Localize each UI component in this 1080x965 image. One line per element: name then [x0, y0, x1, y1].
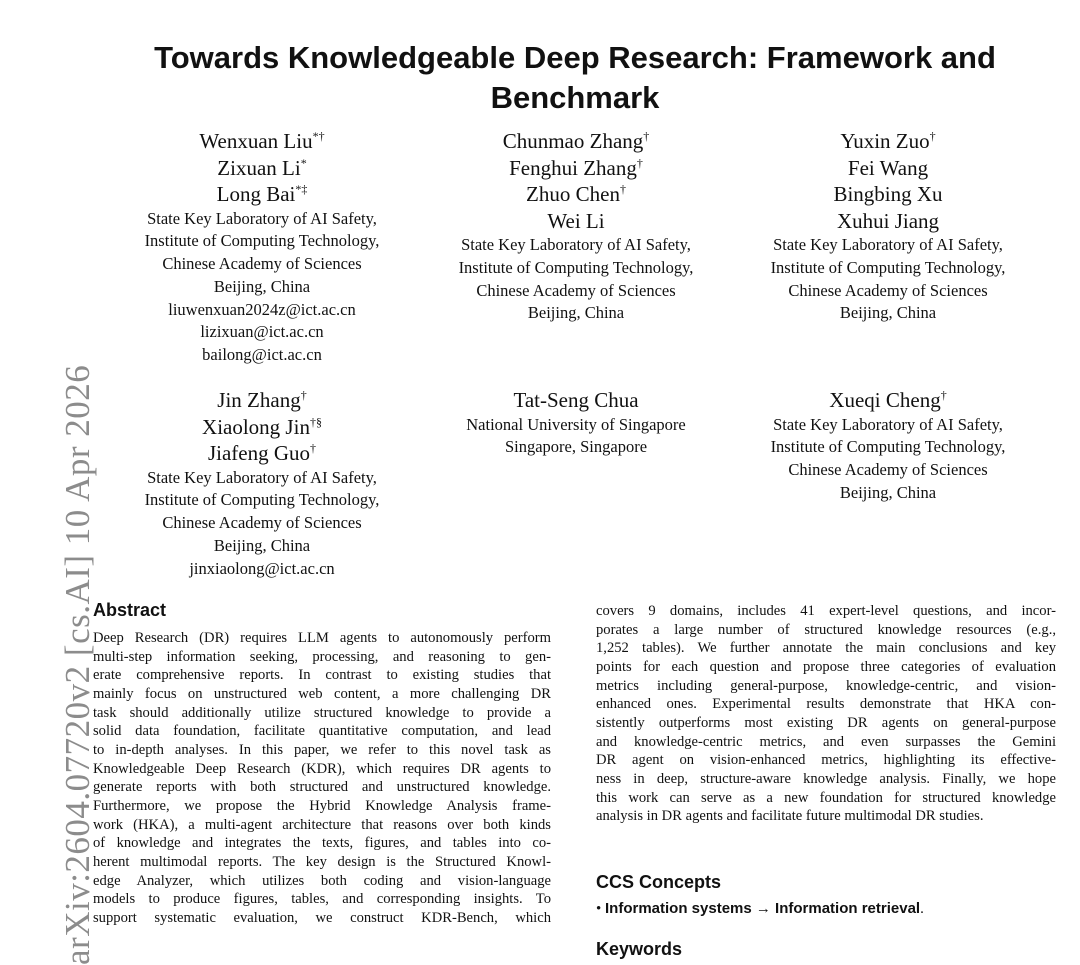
abstract-line: DR agent on vision-enhanced metrics, highlighting its effective-: [596, 752, 1056, 769]
author-group-2: [416, 128, 736, 325]
author-name-text: Wei Li: [547, 208, 605, 233]
author-name-text: Tat-Seng Chua: [513, 388, 639, 412]
abstract-line: 1,252 tables). We further annotate the main conclusions and key: [596, 640, 1056, 657]
abstract-line: solid data foundation, facilitate quantitative computation, and lead: [93, 723, 551, 740]
affiliation-line: Chinese Academy of Sciences: [162, 254, 362, 274]
affiliation-line: National University of Singapore: [466, 414, 686, 434]
abstract-column-right: [596, 602, 1056, 826]
affiliation-line: Beijing, China: [213, 276, 311, 296]
ccs-concept: Information systems → Information retrieval: [605, 900, 921, 917]
abstract-line: analysis in DR agents and facilitate future multimodal DR studies.: [596, 808, 984, 825]
author-name: [728, 387, 1048, 414]
author-affiliation-marks: †: [929, 129, 936, 143]
author-name-text: Chunmao Zhang: [502, 129, 644, 153]
abstract-line: edge Analyzer, which utilizes both coding and vision-language: [93, 872, 551, 889]
author-name-text: Yuxin Zuo: [840, 129, 930, 153]
abstract-line: points for each question and propose three categories of evaluation: [596, 658, 1056, 675]
abstract-line: task should additionally utilize structured knowledge to provide a: [93, 704, 551, 721]
author-group-4: [102, 387, 422, 580]
affiliation-line: Chinese Academy of Sciences: [788, 460, 988, 480]
affiliation-line: Institute of Computing Technology,: [144, 231, 380, 251]
abstract-line: models to produce figures, tables, and corresponding insights. To: [93, 891, 551, 908]
author-name-text: Jin Zhang: [217, 388, 301, 412]
abstract-line: and knowledge-centric metrics, and even surpasses the Gemini: [596, 733, 1056, 750]
affiliation-line: Beijing, China: [527, 303, 625, 323]
author-name-text: Long Bai: [216, 182, 296, 206]
abstract-line: generate reports with both structured and unstructured knowledge.: [93, 779, 551, 796]
author-name: [102, 440, 422, 467]
affiliation-line: Chinese Academy of Sciences: [788, 280, 988, 300]
author-affiliation-marks: †: [940, 388, 947, 402]
affiliation-line: Institute of Computing Technology,: [770, 437, 1006, 457]
author-name: [102, 128, 422, 155]
abstract-line: this work can serve as a new foundation for structured knowledge: [596, 789, 1056, 806]
arxiv-stamp: arXiv:2604.07720v2 [cs.AI] 10 Apr 2026: [58, 364, 97, 965]
abstract-line: herent multimodal reports. The key design is the Structured Knowl-: [93, 853, 551, 870]
author-name: [416, 208, 736, 235]
author-name: [102, 155, 422, 182]
author-email[interactable]: jinxiaolong@ict.ac.cn: [189, 558, 335, 578]
author-name: [728, 181, 1048, 208]
affiliation-line: State Key Laboratory of AI Safety,: [461, 235, 691, 254]
author-name: [728, 128, 1048, 155]
author-name-text: Bingbing Xu: [833, 182, 943, 206]
author-name: [102, 387, 422, 414]
author-email[interactable]: lizixuan@ict.ac.cn: [200, 322, 324, 342]
paper-title: Towards Knowledgeable Deep Research: Framework and Benchmark: [154, 40, 996, 115]
author-name-text: Zhuo Chen: [526, 182, 620, 206]
affiliation-line: State Key Laboratory of AI Safety,: [147, 467, 377, 487]
abstract-line: Furthermore, we propose the Hybrid Knowledge Analysis frame-: [93, 797, 551, 814]
author-name-text: Zixuan Li: [217, 155, 301, 180]
author-affiliation-marks: †: [300, 388, 307, 402]
author-email[interactable]: liuwenxuan2024z@ict.ac.cn: [168, 299, 356, 319]
keywords-heading: Keywords: [596, 939, 683, 959]
author-name: [728, 208, 1048, 235]
abstract-line: Deep Research (DR) requires LLM agents to autonomously perform: [93, 630, 551, 646]
author-email[interactable]: bailong@ict.ac.cn: [202, 345, 322, 365]
author-name-text: Xuhui Jiang: [836, 208, 940, 233]
affiliation-line: Institute of Computing Technology,: [458, 257, 694, 277]
author-affiliation-marks: *‡: [295, 182, 308, 196]
abstract-heading: Abstract: [93, 600, 167, 620]
abstract-line: Knowledgeable Deep Research (KDR), which requires DR agents to: [93, 760, 551, 777]
author-affiliation-marks: †: [636, 155, 643, 170]
affiliation-line: Singapore, Singapore: [504, 437, 648, 457]
author-group-5: [416, 387, 736, 459]
author-group-6: [728, 387, 1048, 505]
affiliation-line: State Key Laboratory of AI Safety,: [773, 235, 1003, 254]
abstract-line: covers 9 domains, includes 41 expert-level questions, and incor-: [596, 603, 1056, 619]
abstract-line: ness in deep, structure-aware knowledge analysis. Finally, we hope: [596, 770, 1056, 787]
author-name: [102, 414, 422, 441]
author-affiliation-marks: *: [300, 155, 307, 170]
abstract-line: multi-step information seeking, processing, and reasoning to gen-: [93, 648, 551, 665]
abstract-line: mainly focus on unstructured web content, a more challenging DR: [93, 685, 551, 702]
affiliation-line: Chinese Academy of Sciences: [162, 513, 362, 533]
abstract-line: sistently outperforms most existing DR agents on general-purpose: [596, 714, 1056, 731]
abstract-line: work (HKA), a multi-agent architecture that reasons over both kinds: [93, 816, 551, 833]
affiliation-line: State Key Laboratory of AI Safety,: [773, 414, 1003, 434]
author-name-text: Xueqi Cheng: [829, 388, 941, 412]
author-name: [416, 128, 736, 155]
author-affiliation-marks: †§: [309, 414, 322, 429]
abstract-line: metrics including general-purpose, knowledge-centric, and vision-: [596, 677, 1056, 694]
author-affiliation-marks: †: [643, 129, 650, 143]
ccs-heading: CCS Concepts: [596, 872, 722, 892]
author-name-text: Jiafeng Guo: [207, 441, 311, 465]
author-affiliation-marks: †: [310, 441, 317, 455]
author-name: [416, 155, 736, 182]
author-group-1: [102, 128, 422, 367]
affiliation-line: Beijing, China: [839, 303, 937, 323]
affiliation-line: Beijing, China: [839, 482, 937, 502]
author-affiliation-marks: *†: [312, 129, 325, 143]
author-name: [416, 387, 736, 414]
author-name: [102, 181, 422, 208]
author-name-text: Fenghui Zhang: [509, 155, 637, 180]
abstract-line: to in-depth analyses. In this paper, we refer to this novel task as: [93, 741, 551, 758]
affiliation-line: Institute of Computing Technology,: [144, 490, 380, 510]
ccs-bullet: •: [596, 901, 602, 917]
ccs-period: .: [920, 901, 924, 917]
author-name-text: Wenxuan Liu: [199, 129, 313, 153]
author-name: [416, 181, 736, 208]
abstract-line: erate comprehensive reports. In contrast to existing studies that: [93, 667, 551, 684]
abstract-line: of knowledge and integrates the texts, figures, and tables into co-: [93, 835, 551, 852]
author-affiliation-marks: †: [619, 182, 626, 196]
affiliation-line: State Key Laboratory of AI Safety,: [147, 208, 377, 228]
abstract-line: support systematic evaluation, we construct KDR-Bench, which: [93, 909, 551, 926]
affiliation-line: Institute of Computing Technology,: [770, 257, 1006, 277]
author-name-text: Xiaolong Jin: [202, 414, 310, 439]
ccs-concept-line: [596, 900, 924, 918]
author-group-3: [728, 128, 1048, 325]
affiliation-line: Chinese Academy of Sciences: [476, 280, 676, 300]
affiliation-line: Beijing, China: [213, 535, 311, 555]
abstract-line: enhanced ones. Experimental results demonstrate that HKA con-: [596, 696, 1056, 713]
author-name: [728, 155, 1048, 182]
abstract-column-left: [93, 629, 551, 928]
abstract-line: porates a large number of structured knowledge resources (e.g.,: [596, 621, 1056, 638]
author-name-text: Fei Wang: [847, 155, 929, 180]
